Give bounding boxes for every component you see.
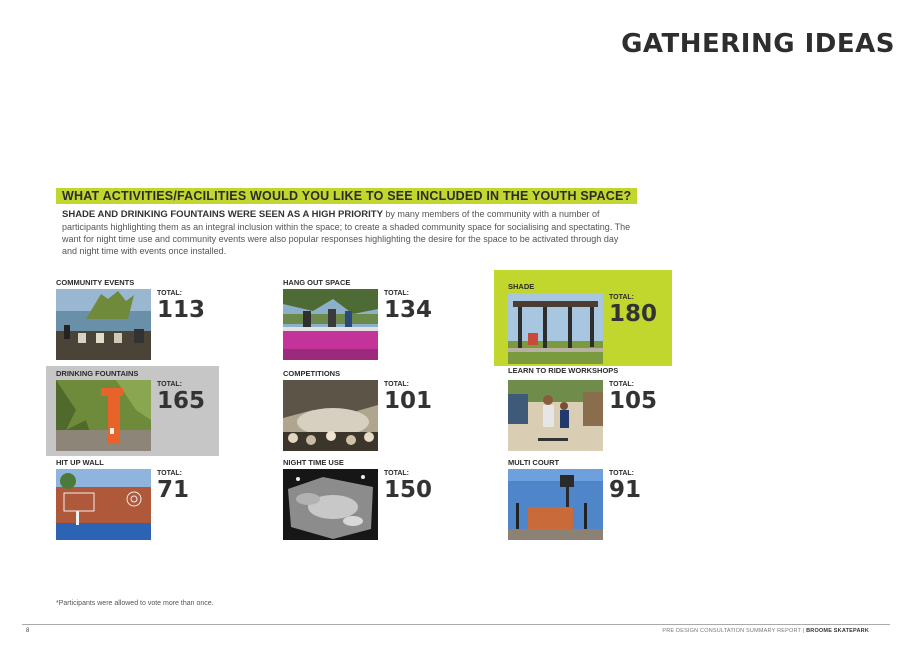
community-events-photo: [56, 289, 151, 360]
competitions-photo: [283, 380, 378, 451]
report-name: PRE DESIGN CONSULTATION SUMMARY REPORT: [662, 628, 801, 634]
activity-label: LEARN TO RIDE WORKSHOPS: [508, 366, 619, 375]
activity-label: HIT UP WALL: [56, 458, 104, 467]
total-value: 71: [157, 477, 190, 503]
total-label: TOTAL:: [384, 470, 410, 477]
total-value: 165: [157, 388, 206, 414]
intro-lead: SHADE AND DRINKING FOUNTAINS WERE SEEN AS A HIGH PRIORITY: [62, 209, 383, 220]
activity-label: NIGHT TIME USE: [283, 458, 344, 467]
activity-label: COMPETITIONS: [283, 369, 341, 378]
total-value: 101: [384, 388, 433, 414]
activity-label: HANG OUT SPACE: [283, 278, 351, 287]
total-value: 150: [384, 477, 433, 503]
multi-court-photo: [508, 469, 603, 540]
total-label: TOTAL:: [609, 381, 635, 388]
page-title: GATHERING IDEAS: [621, 29, 895, 59]
total-label: TOTAL:: [609, 470, 635, 477]
shade-photo: [508, 293, 603, 364]
total-value: 105: [609, 388, 658, 414]
drinking-fountains-photo: [56, 380, 151, 451]
activity-label: SHADE: [508, 282, 535, 291]
footnote: *Participants were allowed to vote more than once.: [56, 600, 214, 607]
learn-to-ride-photo: [508, 380, 603, 451]
total-label: TOTAL:: [157, 381, 183, 388]
activity-label: COMMUNITY EVENTS: [56, 278, 135, 287]
footer-report-title: [662, 628, 869, 634]
hang-out-space-photo: [283, 289, 378, 360]
intro-paragraph: [62, 208, 632, 257]
hit-up-wall-photo: [56, 469, 151, 540]
total-label: TOTAL:: [157, 290, 183, 297]
survey-question: WHAT ACTIVITIES/FACILITIES WOULD YOU LIKE TO SEE INCLUDED IN THE YOUTH SPACE?: [56, 188, 637, 204]
activity-label: DRINKING FOUNTAINS: [56, 369, 139, 378]
total-label: TOTAL:: [157, 470, 183, 477]
activity-label: MULTI COURT: [508, 458, 560, 467]
total-label: TOTAL:: [609, 294, 635, 301]
total-value: 113: [157, 297, 206, 323]
page-number: 8: [26, 628, 30, 634]
footer-divider: [22, 624, 890, 625]
intro-body: by many members of the community with a number of participants highlighting them as an integral inclusion within the space; to create a shaded community space for socialising and spectating. The want for night time use and community events were also popular responses highlighting the desire for the space to be activated through day and night time with events once installed.: [62, 209, 631, 256]
total-value: 180: [609, 301, 658, 327]
total-label: TOTAL:: [384, 290, 410, 297]
night-time-use-photo: [283, 469, 378, 540]
total-value: 91: [609, 477, 642, 503]
project-name: BROOME SKATEPARK: [806, 628, 869, 634]
total-label: TOTAL:: [384, 381, 410, 388]
footer-separator: |: [802, 628, 805, 634]
total-value: 134: [384, 297, 433, 323]
